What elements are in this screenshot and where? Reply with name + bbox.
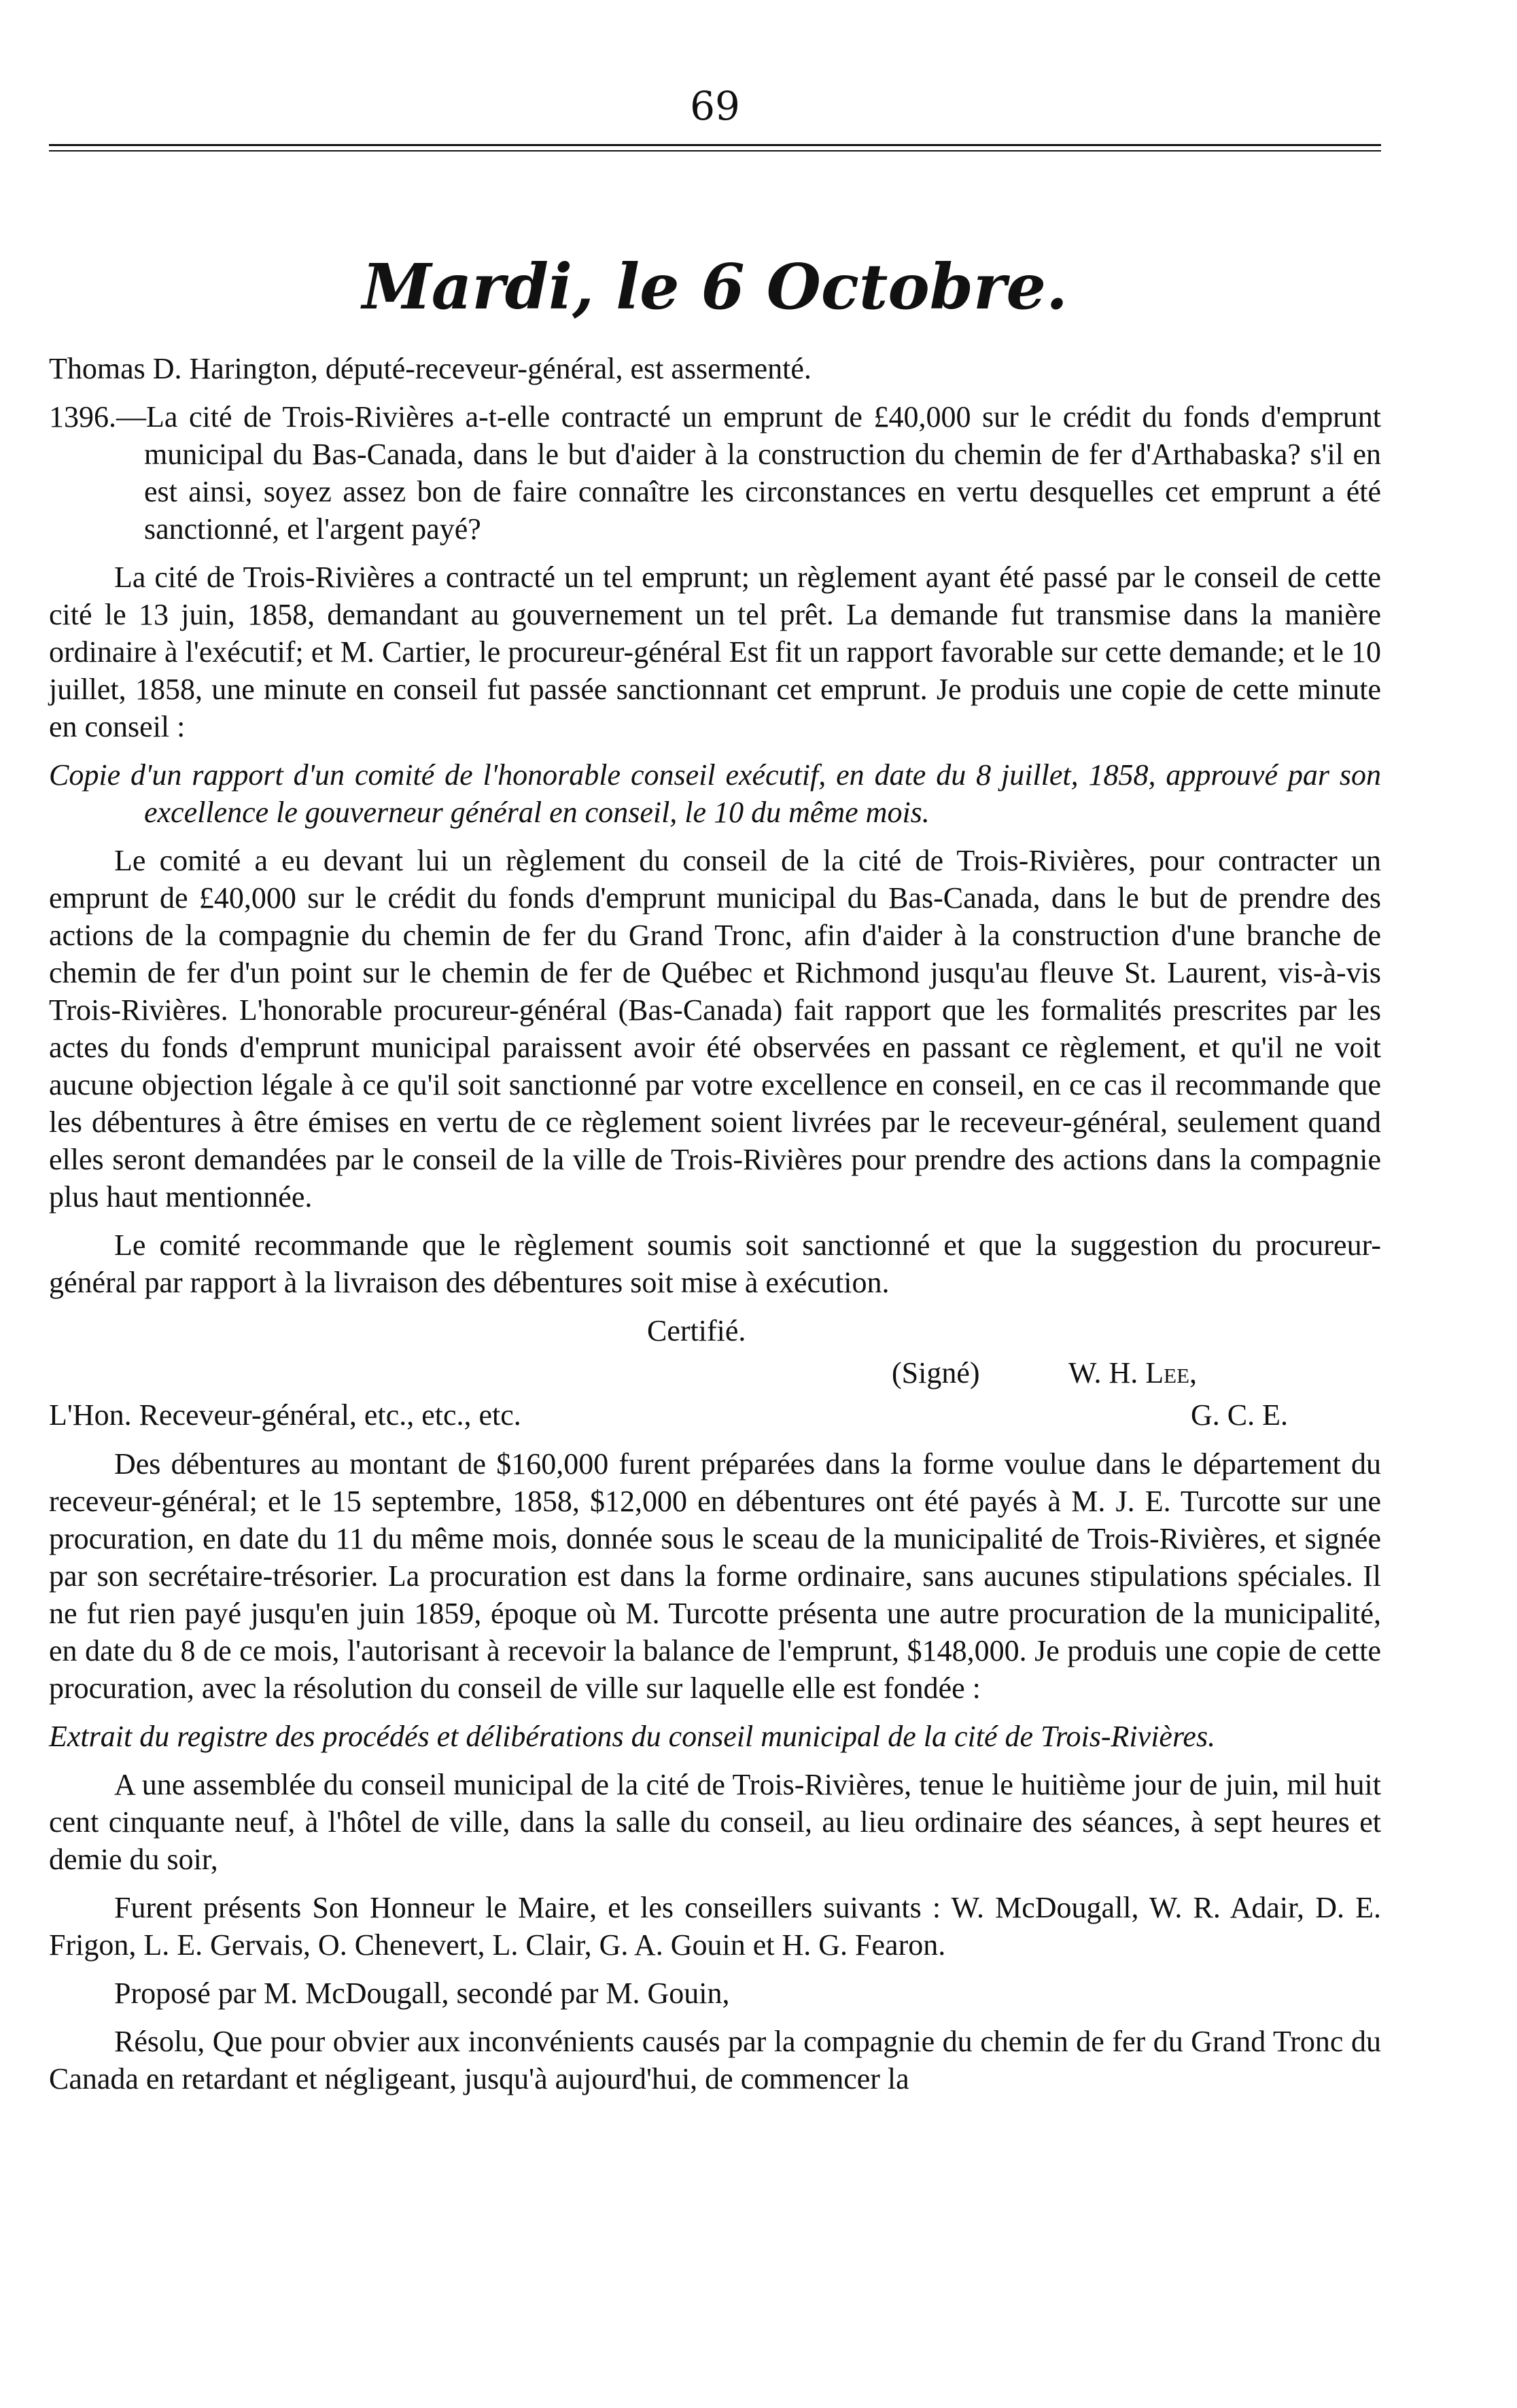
signature-addressee: L'Hon. Receveur-général, etc., etc., etc. bbox=[49, 1398, 521, 1432]
paragraph-comite-report: Le comité a eu devant lui un règlement du conseil de la cité de Trois-Rivières, pour contracter un emprunt de £40,000 sur le crédit du fonds d'emprunt municipal du Bas-Canada, dans le but de prendre des actions de la compagnie du chemin de fer du Grand Tronc, afin d'aider à la construction d'une branche de chemin de fer d'un point sur le chemin de fer de Québec et Richmond jusqu'au fleuve St. Laurent, vis-à-vis Trois-Rivières. L'honorable procureur-général (Bas-Canada) fait rapport que les formalités prescrites par les actes du fonds d'emprunt municipal paraissent avoir été observées en passant ce règlement, et qu'il ne voit aucune objection légale à ce qu'il soit sanctionné par votre excellence en conseil, en ce cas il recommande que les débentures à être émises en vertu de ce règlement soient livrées par le receveur-général, seulement quand elles seront demandées par le conseil de la ville de Trois-Rivières pour prendre des actions dans la compagnie plus haut mentionnée. bbox=[49, 844, 1381, 1214]
paragraph-witness: Thomas D. Harington, député-receveur-général, est assermenté. bbox=[49, 352, 812, 385]
signature-name: W. H. Lee, bbox=[1068, 1356, 1198, 1389]
page-title: Mardi, le 6 Octobre. bbox=[362, 250, 1068, 323]
paragraph-assemblee: A une assemblée du conseil municipal de la cité de Trois-Rivières, tenue le huitième jour de juin, mil huit cent cinquante neuf, à l'hôtel de ville, dans la salle du conseil, au lieu ordinaire des séances, à sept heures et demie du soir, bbox=[49, 1768, 1381, 1876]
signature-block bbox=[49, 1312, 1381, 1434]
paragraph-debentures: Des débentures au montant de $160,000 furent préparées dans la forme voulue dans le département du receveur-général; et le 15 septembre, 1858, $12,000 en débentures ont été payés à M. J. E. Turcotte sur une procuration, en date du 11 du même mois, donnée sous le sceau de la municipalité de Trois-Rivières, et signée par son secrétaire-trésorier. La procuration est dans la forme ordinaire, sans aucunes stipulations spéciales. Il ne fut rien payé jusqu'en juin 1859, époque où M. Turcotte présenta une autre procuration de la municipalité, en date du 8 de ce mois, l'autorisant à recevoir la balance de l'emprunt, $148,000. Je produis une copie de cette procuration, avec la résolution du conseil de ville sur laquelle elle est fondée : bbox=[49, 1447, 1381, 1705]
paragraph-question-1396: 1396.—La cité de Trois-Rivières a-t-elle contracté un emprunt de £40,000 sur le crédit du fonds d'emprunt municipal du Bas-Canada, dans le but d'aider à la construction du chemin de fer d'Arthabaska? s'il en est ainsi, soyez assez bon de faire connaître les circonstances en vertu desquelles cet emprunt a été sanctionné, et l'argent payé? bbox=[49, 400, 1381, 546]
signature-certifie: Certifié. bbox=[647, 1314, 746, 1347]
paragraph-comite-recommande: Le comité recommande que le règlement soumis soit sanctionné et que la suggestion du procureur-général par rapport à la livraison des débentures soit mise à exécution. bbox=[49, 1228, 1381, 1299]
paragraph-extrait-heading: Extrait du registre des procédés et délibérations du conseil municipal de la cité de Trois-Rivières. bbox=[49, 1720, 1216, 1753]
page-number: 69 bbox=[690, 83, 740, 129]
signature-signe: (Signé) bbox=[892, 1356, 980, 1389]
header-rule bbox=[49, 144, 1381, 152]
paragraph-copie-heading: Copie d'un rapport d'un comité de l'honorable conseil exécutif, en date du 8 juillet, 1858, approuvé par son excellence le gouverneur général en conseil, le 10 du même mois. bbox=[49, 758, 1381, 829]
paragraph-resolu: Résolu, Que pour obvier aux inconvénients causés par la compagnie du chemin de fer du Grand Tronc du Canada en retardant et négligeant, jusqu'à aujourd'hui, de commencer la bbox=[49, 2025, 1381, 2095]
paragraph-presents: Furent présents Son Honneur le Maire, et les conseillers suivants : W. McDougall, W. R. Adair, D. E. Frigon, L. E. Gervais, O. Chenevert, L. Clair, G. A. Gouin et H. G. Fearon. bbox=[49, 1891, 1381, 1962]
body-text bbox=[49, 350, 1381, 2108]
signature-title: G. C. E. bbox=[1191, 1398, 1288, 1432]
paragraph-answer: La cité de Trois-Rivières a contracté un tel emprunt; un règlement ayant été passé par le conseil de cette cité le 13 juin, 1858, demandant au gouvernement un tel prêt. La demande fut transmise dans la manière ordinaire à l'exécutif; et M. Cartier, le procureur-général Est fit un rapport favorable sur cette demande; et le 10 juillet, 1858, une minute en conseil fut passée sanctionnant cet emprunt. Je produis une copie de cette minute en conseil : bbox=[49, 561, 1381, 743]
paragraph-propose: Proposé par M. McDougall, secondé par M. Gouin, bbox=[114, 1977, 730, 2010]
